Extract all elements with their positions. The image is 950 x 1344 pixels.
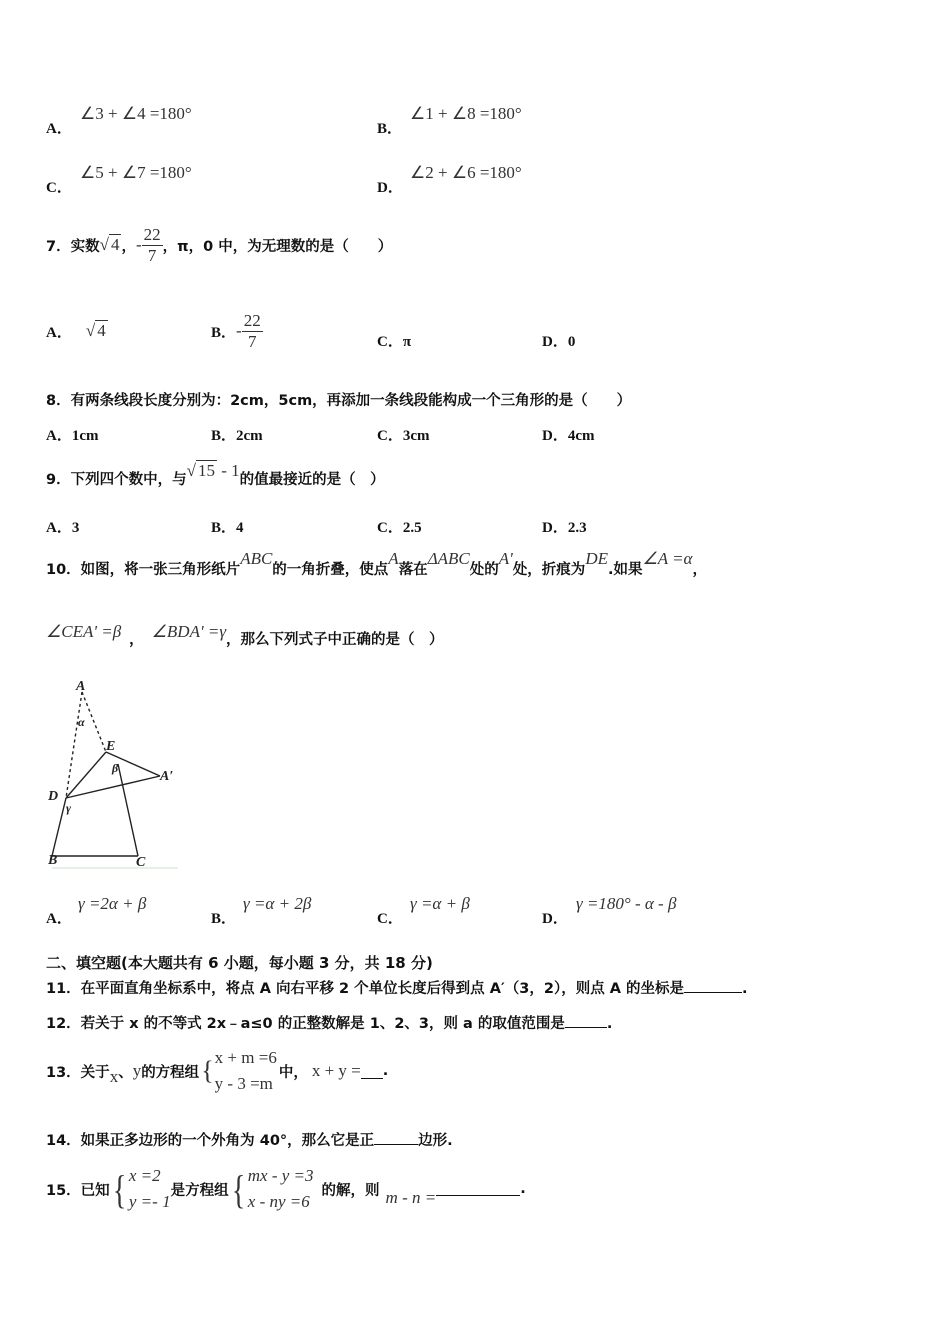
q7-prefix: 实数	[70, 238, 100, 255]
q9-sqrt: √ 15 - 1	[186, 461, 240, 480]
q10-text-1: 10．如图，将一张三角形纸片	[46, 561, 241, 578]
q13-eq1: x + m =6	[214, 1048, 277, 1067]
section-fill-blank-title: 二、填空题(本大题共有 6 小题，每小题 3 分，共 18 分)	[46, 954, 433, 972]
q13-answer-blank[interactable]	[361, 1064, 383, 1079]
q6-option-c-expr: ∠5 + ∠7 =180°	[80, 163, 192, 182]
q15-system	[248, 1163, 314, 1215]
q7-sqrt: √ 4	[99, 235, 120, 254]
side-ce	[118, 764, 138, 856]
label-e: E	[106, 739, 116, 754]
q12-answer-blank[interactable]	[565, 1013, 607, 1028]
q15-solution-x: x =2	[128, 1166, 161, 1185]
q10-text-8: ，	[129, 631, 144, 648]
q6-option-d-label: D．	[377, 180, 403, 196]
label-gamma: γ	[66, 801, 71, 815]
q9-option-a: A．3	[46, 520, 80, 536]
q10-option-d-label: D．	[542, 911, 568, 927]
q13-system	[215, 1045, 277, 1097]
q15-end: .	[520, 1181, 526, 1197]
q8-stem: 8．有两条线段长度分别为：2cm，5cm，再添加一条线段能构成一个三角形的是（ ）	[46, 393, 632, 409]
q10-option-c-label: C．	[377, 911, 403, 927]
q15-eq1: mx - y =3	[247, 1166, 314, 1185]
q10-text-3: 落在	[398, 561, 428, 578]
q14-text: 14．如果正多边形的一个外角为 40°，那么它是正	[46, 1133, 375, 1149]
q6-option-c-label: C．	[46, 180, 72, 196]
q14-end: 边形.	[418, 1133, 453, 1149]
q15-system-brace-icon: {	[231, 1166, 245, 1212]
label-a: A	[76, 679, 86, 694]
q7-option-b-minus: -	[236, 321, 242, 340]
q11-text: 11．在平面直角坐标系中，将点 A 向右平移 2 个单位长度后得到点 A′（3，2），则点 A 的坐标是	[46, 981, 685, 997]
q9-prefix: 9．下列四个数中，与	[46, 471, 187, 488]
q7-minus: -	[135, 235, 142, 254]
q7-stem	[46, 220, 392, 270]
label-d: D	[48, 789, 59, 804]
q9-suffix: 的值最接近的是（ ）	[239, 471, 385, 488]
q8-option-b: B．2cm	[211, 428, 263, 444]
q8-option-d: D．4cm	[542, 428, 595, 444]
q14-answer-blank[interactable]	[374, 1130, 418, 1145]
q10-math-angle-a: ∠A =α	[642, 549, 693, 568]
q13-eq2: y - 3 =m	[214, 1074, 273, 1093]
q10-option-b-expr: γ =α + 2β	[243, 894, 312, 913]
q11-end: .	[742, 981, 748, 997]
q10-math-angle-cea: ∠CEA' =β	[46, 622, 122, 641]
q15-suffix: 的解，则	[321, 1182, 380, 1199]
q13-end: .	[382, 1063, 389, 1079]
q12-text: 12．若关于 x 的不等式 2x﹣a≤0 的正整数解是 1、2、3，则 a 的取值范围是	[46, 1016, 565, 1032]
q10-math-a: A	[388, 549, 399, 568]
q10-option-a-label: A．	[46, 911, 72, 927]
q6-option-b-label: B．	[377, 121, 403, 137]
q13-brace-icon: {	[201, 1056, 214, 1085]
q9-option-d: D．2.3	[542, 520, 587, 536]
q7-suffix: ，π，0 中，为无理数的是（ ）	[162, 238, 393, 255]
q10-option-d-expr: γ =180° - α - β	[576, 894, 677, 913]
q7-option-c: C．π	[377, 334, 412, 350]
q7-option-b	[211, 306, 263, 356]
q12-stem	[46, 1012, 612, 1033]
q10-option-c-expr: γ =α + β	[410, 894, 470, 913]
q10-option-b-label: B．	[211, 911, 237, 927]
label-b: B	[48, 853, 58, 868]
q10-text-4: 处的	[469, 561, 499, 578]
q15-stem	[46, 1160, 526, 1218]
side-db	[52, 798, 66, 856]
q10-stem-line1	[46, 548, 707, 588]
q10-math-angle-bda: ∠BDA' =γ	[151, 622, 227, 641]
label-a-prime: A′	[160, 769, 174, 784]
q6-option-a-expr: ∠3 + ∠4 =180°	[80, 104, 192, 123]
q9-option-c: C．2.5	[377, 520, 422, 536]
q10-math-de: DE	[585, 549, 608, 568]
q9-stem	[46, 458, 385, 498]
q7-number: 7．	[46, 238, 71, 255]
q10-text-9: ，那么下列式子中正确的是（ ）	[226, 631, 444, 648]
q13-stem	[46, 1042, 388, 1100]
q13-sep: 、	[118, 1064, 133, 1081]
q13-mid: 的方程组	[141, 1064, 200, 1081]
q13-zhong: 中，	[278, 1064, 308, 1081]
q11-stem	[46, 977, 748, 998]
q7-option-d: D．0	[542, 334, 576, 350]
line-da-prime	[66, 776, 160, 798]
q12-end: .	[606, 1016, 613, 1032]
q10-text-6: .如果	[607, 561, 643, 578]
q15-solution	[129, 1163, 171, 1215]
q13-prefix: 13．关于	[46, 1064, 110, 1081]
q10-text-5: 处，折痕为	[512, 561, 586, 578]
q10-text-2: 的一角折叠，使点	[272, 561, 389, 578]
q7-option-b-fraction: $\frac{22}{7}$	[243, 310, 261, 351]
q10-math-abc: ABC	[240, 549, 273, 568]
q6-option-d-expr: ∠2 + ∠6 =180°	[410, 163, 522, 182]
q9-option-b: B．4	[211, 520, 244, 536]
label-c: C	[136, 855, 146, 870]
q10-figure	[40, 678, 190, 878]
q8-option-c: C．3cm	[377, 428, 430, 444]
q7-option-a	[46, 306, 108, 356]
q13-expr: x + y =	[311, 1061, 361, 1080]
q10-stem-line2	[46, 618, 444, 658]
label-beta: β	[112, 761, 119, 775]
q10-text-7: ，	[692, 561, 707, 578]
q6-option-b-expr: ∠1 + ∠8 =180°	[410, 104, 522, 123]
q6-option-a-label: A．	[46, 121, 72, 137]
fold-line-ae	[82, 692, 106, 752]
q7-option-a-label: A．	[46, 324, 72, 341]
q7-option-b-label: B．	[211, 324, 237, 341]
q15-brace-icon: {	[112, 1166, 127, 1212]
q7-sep: ，	[121, 238, 136, 255]
q15-mid: 是方程组	[170, 1182, 229, 1199]
q13-var-x: x	[109, 1067, 119, 1086]
q15-prefix: 15．已知	[46, 1182, 110, 1199]
q15-eq2: x - ny =6	[247, 1192, 310, 1211]
q14-stem	[46, 1129, 453, 1150]
q11-answer-blank[interactable]	[684, 978, 742, 993]
q10-option-a-expr: γ =2α + β	[78, 894, 147, 913]
q15-answer-blank[interactable]	[436, 1181, 520, 1196]
q10-math-triangle: ΔABC	[427, 549, 470, 568]
q10-math-aprime: A'	[498, 549, 513, 568]
q15-expr: m - n =	[385, 1188, 437, 1207]
q13-var-y: y	[132, 1061, 142, 1080]
q7-option-a-sqrt: √ 4	[85, 321, 106, 340]
q7-fraction: $\frac{22}{7}$	[143, 224, 161, 265]
q8-option-a: A．1cm	[46, 428, 99, 444]
q15-solution-y: y =- 1	[128, 1192, 171, 1211]
label-alpha: α	[78, 715, 85, 729]
